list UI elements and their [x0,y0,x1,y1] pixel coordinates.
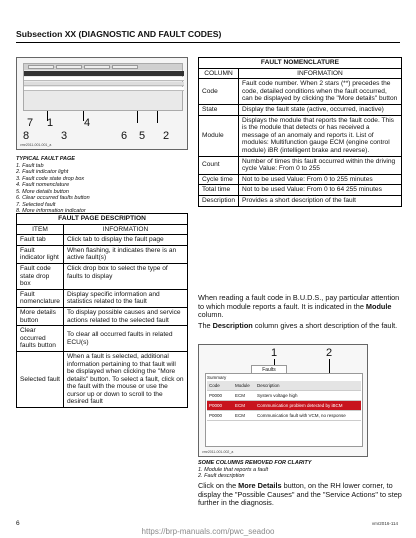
watermark-url[interactable]: https://brp-manuals.com/pwc_seadoo [141,527,275,536]
header-rule [16,42,400,43]
caption-title: TYPICAL FAULT PAGE [16,156,75,162]
column-cell: Count [199,156,239,174]
paragraph-text: column gives a short description of the fault. [252,321,398,330]
callout-line [157,111,158,123]
callout-number: 2 [163,130,170,142]
fault-columns-figure [198,344,368,457]
legend-item: 7. Selected fault [16,201,56,208]
info-cell: To clear all occurred faults in related ECU(s) [63,326,187,352]
legend-item: 2. Fault description [198,473,245,479]
item-cell: More details button [17,307,64,325]
figure-ref-code: vmr2011-001-001_a [20,143,52,147]
info-cell: Fault code number. When 2 stars (**) precedes the code, detailed conditions when the fault occurred, can be displayed by clicking the "More details" button [238,79,401,105]
column-cell: Cycle time [199,174,239,185]
figure1-caption [16,156,90,215]
fault-grid-row [24,87,184,91]
column-cell: Code [199,79,239,105]
info-cell: Display the fault state (active, occurred, inactive) [238,104,401,115]
item-cell: Fault code state drop box [17,263,64,289]
header-code: Code [209,383,220,388]
fault-grid [207,381,361,421]
callout-number: 2 [326,347,333,359]
summary-label: Summary [207,375,227,380]
table-row [199,104,402,115]
info-cell: Not to be used Value: From 0 to 255 minutes [238,174,401,185]
info-cell: When flashing, it indicates there is an active fault(s) [63,245,187,263]
info-cell: Click drop box to select the type of faults to display [63,263,187,289]
column-header: INFORMATION [63,224,187,235]
document-reference: vmr2016-114 [371,521,398,526]
description-cell: System voltage high [257,393,298,398]
column-header: ITEM [17,224,64,235]
table-row [199,185,402,196]
info-cell: Click tab to display the fault page [63,235,187,246]
fault-nomenclature-table [198,57,402,207]
callout-number: 6 [121,130,128,142]
callout-number: 3 [61,130,68,142]
table-row [199,174,402,185]
info-cell: Displays the module that reports the fault code. This is the module that detects or has received a message of an anomaly and reports it. List of modules: Multifunction gauge ECM (engine control module) iBR (intelligent brake and reverse). [238,115,401,156]
figure2-caption [198,460,311,480]
fault-page-screenshot [23,63,183,111]
code-cell: P0000 [209,413,223,418]
info-cell: Number of times this fault occurred within the driving cycle Value: From 0 to 255 [238,156,401,174]
table-row [199,79,402,105]
table-title: FAULT PAGE DESCRIPTION [17,214,188,225]
legend-item: 4. Fault nomenclature [16,182,70,188]
module-cell: ECM [235,413,245,418]
column-cell: Description [199,195,239,206]
paragraph-text: button, on the RH lower corner, to display the "Possible Causes" and the "Service Actions" to step further in the diagnosis. [198,481,402,508]
table-row [17,235,188,246]
typical-fault-page-figure [16,57,188,150]
paragraph-bold: Description [212,321,253,330]
paragraph-text: column. [198,310,224,320]
item-cell: Fault indicator light [17,245,64,263]
paragraph-bold: More Details [238,481,282,490]
caption-title: SOME COLUMNS REMOVED FOR CLARITY [198,460,312,466]
paragraph-text: The [198,321,213,330]
item-cell: Fault tab [17,235,64,246]
column-cell: Module [199,115,239,156]
header-description: Description [257,383,280,388]
table-row [199,156,402,174]
legend-item: 1. Module that reports a fault [198,466,269,473]
table-row [17,307,188,325]
legend-item: 1. Fault tab [16,162,44,169]
fault-grid-row [24,82,184,86]
table-row [17,351,188,407]
module-cell: ECM [235,393,245,398]
column-cell: State [199,104,239,115]
callout-number: 1 [47,117,54,129]
paragraph-bold: Module [365,301,392,311]
item-cell: Clear occurred faults button [17,326,64,352]
module-paragraph [198,294,404,320]
code-cell: P0000 [209,393,223,398]
fault-page-description-table [16,213,188,408]
legend-item: 2. Fault indicator light [16,169,69,175]
legend-item: 3. Fault code state drop box [16,175,85,182]
item-cell: Fault nomenclature [17,289,64,307]
fault-grid-row [207,391,361,401]
table-row [17,326,188,352]
description-cell: Communication fault with VCM, no response [257,413,346,418]
table-row [199,195,402,206]
column-cell: Total time [199,185,239,196]
callout-number: 4 [84,117,91,129]
table-row [17,245,188,263]
info-cell: To display possible causes and service actions related to the selected fault [63,307,187,325]
info-cell: Not to be used Value: From 0 to 64 255 minutes [238,185,401,196]
table-row [199,115,402,156]
callout-number: 1 [271,347,278,359]
fault-grid-header [207,381,361,391]
fault-grid-row [24,77,184,81]
callout-number: 8 [23,130,30,142]
figure-ref-code: vmr2011-001-002_a [202,450,234,454]
item-cell: Selected fault [17,351,64,407]
module-cell: ECM [235,403,245,408]
column-header: INFORMATION [238,68,401,79]
legend-item: 8. More information indicator [16,208,86,214]
table-row [17,289,188,307]
table-row [17,263,188,289]
description-cell: Communication problem detected by iBCM [257,403,343,408]
info-cell: Provides a short description of the fault [238,195,401,206]
info-cell: Display specific information and statistics related to the fault [63,289,187,307]
fault-grid-row-selected [207,401,361,411]
fault-grid-row [207,411,361,421]
header-module: Module [235,383,250,388]
callout-number: 7 [27,117,34,129]
fault-grid-header [24,71,184,76]
more-details-paragraph [198,482,404,508]
description-paragraph [198,322,404,331]
table-title: FAULT NOMENCLATURE [199,58,402,69]
column-header: COLUMN [199,68,239,79]
info-cell: When a fault is selected, additional information pertaining to that fault will be displayed when clicking the "More details" button. To select a fault, click on the fault with the mouse or use the cursor up or down to scroll to the desired fault [63,351,187,407]
callout-line [137,111,138,123]
legend-item: 5. More details button [16,188,69,195]
paragraph-text: Click on the [198,481,239,490]
code-cell: P0000 [209,403,223,408]
page-number: 6 [16,520,20,527]
callout-number: 5 [139,130,146,142]
tab-faults: Faults [251,365,287,374]
section-header: Subsection XX (DIAGNOSTIC AND FAULT CODES) [16,29,222,39]
tab-strip [24,64,182,70]
legend-item: 6. Clear occurred faults button [16,195,90,201]
paragraph-text: When reading a fault code in B.U.D.S., pay particular attention to which module reports a fault. It is indicated in the [198,293,400,311]
